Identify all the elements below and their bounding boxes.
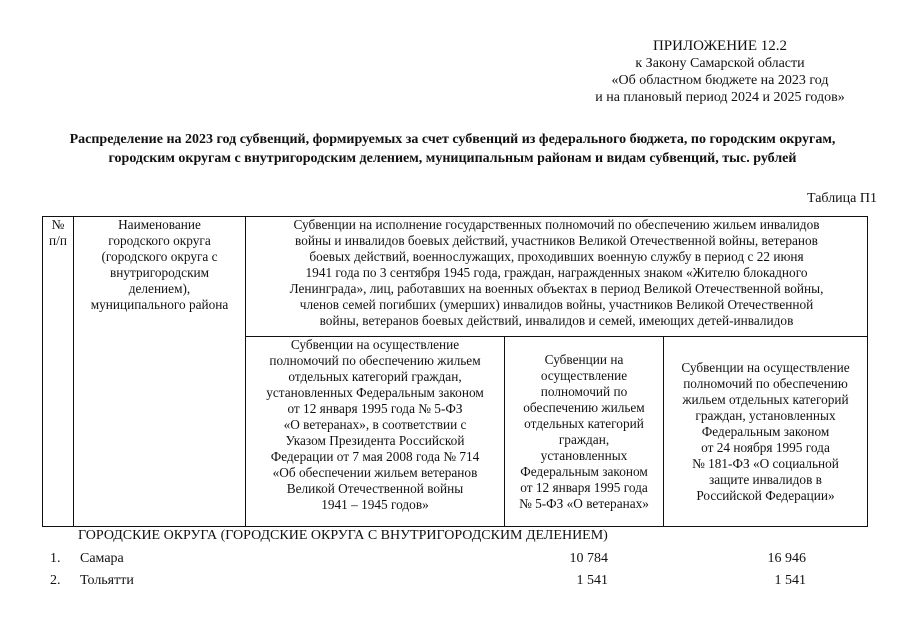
table-row bbox=[0, 551, 905, 571]
header-text-line: установленных bbox=[540, 447, 628, 463]
header-text-line: граждан, установленных bbox=[695, 407, 836, 423]
header-text-line: войны, ветеранов боевых действий, инвалидов и семей, имеющих детей-инвалидов bbox=[319, 313, 794, 328]
row-value-c: 16 946 bbox=[767, 551, 806, 566]
header-text-line: отдельных категорий граждан, bbox=[288, 369, 462, 384]
header-text-line: Субвенции на bbox=[544, 351, 624, 367]
header-text-line: Наименование bbox=[118, 217, 201, 232]
header-text-line: обеспечению жильем bbox=[523, 399, 645, 415]
row-name: Самара bbox=[80, 551, 124, 566]
header-text-line: Субвенции на осуществление bbox=[681, 359, 850, 375]
table-row bbox=[0, 573, 905, 593]
header-text-line: № 5-ФЗ «О ветеранах» bbox=[519, 495, 649, 511]
header-text-line: Федеральным законом bbox=[520, 463, 648, 479]
header-text-line: граждан, bbox=[558, 431, 610, 447]
header-text-line: от 12 января 1995 года bbox=[520, 479, 648, 495]
row-value-b: 1 541 bbox=[576, 573, 608, 588]
header-text-line: № bbox=[51, 217, 65, 232]
header-text-line: п/п bbox=[49, 233, 67, 248]
row-value-b: 10 784 bbox=[569, 551, 608, 566]
header-text-line: Субвенции на исполнение государственных полномочий по обеспечению жильем инвалидов bbox=[293, 217, 820, 232]
row-name: Тольятти bbox=[80, 573, 134, 588]
document-title bbox=[20, 130, 885, 168]
appendix-block bbox=[520, 38, 905, 106]
header-text-line: установленных Федеральным законом bbox=[266, 385, 484, 400]
header-text-line: Ленинграда», лиц, работавших на военных объектах в период Великой Отечественной войны, bbox=[289, 281, 824, 296]
header-number-cell bbox=[43, 217, 74, 527]
header-text-line: полномочий по обеспечению жильем bbox=[269, 353, 481, 368]
header-subvention-c-cell bbox=[664, 337, 868, 527]
header-text-line: Указом Президента Российской bbox=[285, 433, 465, 448]
header-text-line: полномочий по обеспечению bbox=[683, 375, 848, 391]
header-text-line: Федерации от 7 мая 2008 года № 714 bbox=[270, 449, 480, 464]
header-text-line: «О ветеранах», в соответствии с bbox=[283, 417, 467, 432]
header-text-line: полномочий по bbox=[540, 383, 628, 399]
header-text-line: делением), bbox=[128, 281, 191, 296]
section-heading: ГОРОДСКИЕ ОКРУГА (ГОРОДСКИЕ ОКРУГА С ВНУТРИГОРОДСКИМ ДЕЛЕНИЕМ) bbox=[78, 528, 608, 543]
header-text-line: (городского округа с bbox=[101, 249, 218, 264]
header-text-line: 1941 года по 3 сентября 1945 года, граждан, награжденных знаком «Жителю блокадного bbox=[305, 265, 808, 280]
header-subvention-b-cell bbox=[505, 337, 664, 527]
header-text-line: «Об обеспечении жильем ветеранов bbox=[272, 465, 478, 480]
header-text-line: жильем отдельных категорий bbox=[682, 391, 849, 407]
header-text-line: городского округа bbox=[108, 233, 211, 248]
table-label: Таблица П1 bbox=[807, 191, 877, 206]
header-text-line: защите инвалидов в bbox=[709, 471, 822, 487]
header-text-line: от 12 января 1995 года № 5-ФЗ bbox=[287, 401, 463, 416]
appendix-line: к Закону Самарской области bbox=[635, 56, 805, 71]
document-title-line: городским округам с внутригородским делением, муниципальным районам и видам субвенций, тыс. рублей bbox=[108, 151, 797, 166]
header-name-cell bbox=[74, 217, 246, 527]
header-text-line: членов семей погибших (умерших) инвалидов войны, участников Великой Отечественной bbox=[299, 297, 814, 312]
appendix-title: ПРИЛОЖЕНИЕ 12.2 bbox=[652, 38, 788, 54]
document-title-line: Распределение на 2023 год субвенций, формируемых за счет субвенций из федерального бюджета, по городским округам, bbox=[69, 132, 836, 147]
header-subvention-a-cell bbox=[246, 337, 505, 527]
header-subvention-group-cell bbox=[246, 217, 868, 337]
header-text-line: от 24 ноября 1995 года bbox=[701, 439, 830, 455]
appendix-line: «Об областном бюджете на 2023 год bbox=[611, 73, 829, 88]
header-text-line: внутригородским bbox=[109, 265, 210, 280]
header-text-line: отдельных категорий bbox=[524, 415, 644, 431]
header-text-line: Субвенции на осуществление bbox=[290, 337, 460, 352]
header-text-line: осуществление bbox=[540, 367, 628, 383]
header-text-line: боевых действий, военнослужащих, проходивших военную службу в период с 22 июня bbox=[309, 249, 804, 264]
header-text-line: Великой Отечественной войны bbox=[286, 481, 464, 496]
row-value-c: 1 541 bbox=[774, 573, 806, 588]
row-number: 2. bbox=[50, 573, 61, 588]
header-text-line: Российской Федерации» bbox=[696, 487, 835, 503]
header-text-line: войны и инвалидов боевых действий, участников Великой Отечественной войны, ветеранов bbox=[295, 233, 818, 248]
header-text-line: № 181-ФЗ «О социальной bbox=[692, 455, 839, 471]
table-header bbox=[42, 216, 868, 527]
header-text-line: 1941 – 1945 годов» bbox=[321, 497, 429, 512]
header-text-line: Федеральным законом bbox=[701, 423, 830, 439]
appendix-line: и на плановый период 2024 и 2025 годов» bbox=[595, 90, 845, 105]
header-text-line: муниципального района bbox=[90, 297, 229, 312]
row-number: 1. bbox=[50, 551, 61, 566]
